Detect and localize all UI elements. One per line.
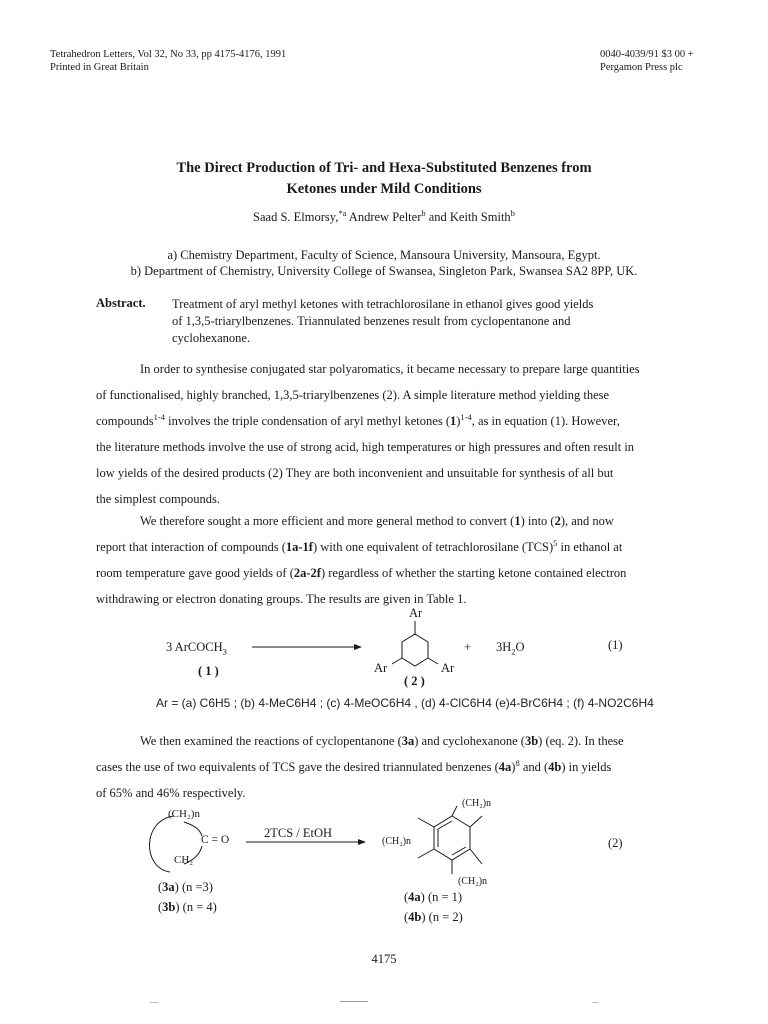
eq1-product-number: ( 2 ) (404, 674, 425, 688)
abstract-label (96, 296, 146, 311)
paper-title (0, 158, 768, 200)
eq1-reactant-formula: 3 ArCOCH (166, 640, 223, 654)
eq1-water (496, 640, 525, 655)
label-4a-rest: ) (n = 1) (420, 890, 463, 904)
abstract-line3: cyclohexanone. (172, 331, 251, 345)
benzene-ring (402, 634, 428, 666)
author-pelter: Andrew Pelter (346, 210, 422, 224)
label-4a: (4a) (n = 1) (404, 890, 463, 904)
paragraph-annulated (96, 728, 694, 806)
method-line2-c: ) with one equivalent of tetrachlorosilane (TCS) (312, 540, 554, 554)
intro-line1: In order to synthesise conjugated star polyaromatics, it became necessary to prepare large quantities (140, 362, 640, 376)
compounds-2a-2f: 2a-2f (293, 566, 321, 580)
compound-4a-ref: 4a (498, 760, 512, 774)
intro-line3-a: compounds (96, 414, 154, 428)
annulated-line2-c: ) (511, 760, 516, 774)
paper-title-line2: Ketones under Mild Conditions (286, 181, 482, 197)
eq1-water-h: 3H (496, 640, 512, 654)
publisher-info (600, 48, 694, 74)
label-3b-bold: 3b (162, 900, 176, 914)
paragraph-intro (96, 356, 694, 512)
abstract-line1: Treatment of aryl methyl ketones with tetrachlorosilane in ethanol gives good yields (172, 297, 594, 311)
method-line3-c: ) regardless of whether the starting ketone contained electron (320, 566, 627, 580)
eq1-reactant-sub: 3 (222, 646, 227, 657)
eq1-number: (1) (608, 638, 623, 652)
eq2-arrowhead (358, 839, 366, 845)
compound-3b-ref: 3b (524, 734, 539, 748)
journal-citation (50, 48, 286, 74)
eq1-water-sub: 2 (511, 646, 516, 657)
eq1-arrowhead (354, 644, 362, 650)
label-3a-bold: 3a (162, 880, 175, 894)
author-smith-mark: b (510, 207, 515, 218)
journal-citation-line1: Tetrahedron Letters, Vol 32, No 33, pp 4175-4176, 1991 (50, 49, 287, 60)
eq1-scheme (240, 604, 500, 694)
annulated-line2 (96, 754, 694, 780)
eq2-ring-top-label: (CH₂)n (168, 808, 200, 820)
intro-line3 (96, 408, 694, 434)
eq1-aryl-definitions: Ar = (a) C6H5 ; (b) 4-MeC6H4 ; (c) 4-MeOC6H4 , (d) 4-ClC6H4 (e)4-BrC6H4 ; (f) 4-NO2C6H4 (156, 696, 654, 710)
author-pelter-mark: b (421, 207, 426, 218)
page-number: 4175 (371, 952, 397, 966)
eq1-ar-top: Ar (409, 606, 423, 620)
intro-line3-b: involves the triple condensation of aryl methyl ketones ( (164, 414, 450, 428)
annulated-line1-a: We then examined the reactions of cyclopentanone ( (140, 734, 402, 748)
intro-line5: low yields of the desired products (2) They are both inconvenient and unsuitable for synthesis of all but (96, 466, 614, 480)
method-line2-d: in ethanol at (557, 540, 623, 554)
annulated-benzene-ring (434, 816, 470, 860)
scan-mark (150, 1002, 158, 1003)
eq1-ar-left: Ar (374, 661, 388, 675)
publisher-info-line1: 0040-4039/91 $3 00 + (600, 49, 694, 60)
scan-mark (592, 1002, 598, 1003)
annulated-line2-f: ) in yields (561, 760, 612, 774)
method-line3-a: room temperature gave good yields of ( (96, 566, 294, 580)
eq2-ring-bottom-label: CH₂ (174, 854, 194, 866)
intro-line4: the literature methods involve the use of strong acid, high temperatures or high pressures and often result in (96, 440, 635, 454)
label-4a-bold: 4a (408, 890, 421, 904)
annulated-line2-a: cases the use of two equivalents of TCS gave the desired triannulated benzenes ( (96, 760, 499, 774)
author-elmorsy: Saad S. Elmorsy, (253, 210, 339, 224)
eq1-water-o: O (515, 640, 525, 654)
affiliation-b: b) Department of Chemistry, University College of Swansea, Singleton Park, Swansea SA2 8PP, UK. (130, 264, 638, 278)
label-3b-rest: ) (n = 4) (175, 900, 217, 914)
eq2-carbonyl-label: C = O (201, 834, 230, 846)
label-3a-rest: ) (n =3) (174, 880, 213, 894)
paper-title-line1: The Direct Production of Tri- and Hexa-Substituted Benzenes from (176, 160, 592, 176)
label-4b-rest: ) (n = 2) (421, 910, 463, 924)
method-line4: withdrawing or electron donating groups. The results are given in Table 1. (96, 592, 467, 606)
ref-1-4-b: 1-4 (460, 411, 472, 422)
author-smith: and Keith Smith (425, 210, 511, 224)
label-3a: (3a) (n =3) (158, 880, 213, 894)
compound-1-ref: 1 (449, 414, 457, 428)
scan-mark (340, 1001, 368, 1002)
label-4b: (4b) (n = 2) (404, 910, 463, 924)
eq1-reactant-number: ( 1 ) (198, 664, 219, 678)
eq2-product-top-label: (CH₂)n (462, 798, 492, 809)
eq1-reactant (166, 640, 227, 655)
abstract-text (172, 296, 593, 347)
annulated-line3: of 65% and 46% respectively. (96, 786, 246, 800)
compounds-1a-1f: 1a-1f (285, 540, 313, 554)
abstract-line2: of 1,3,5-triarylbenzenes. Triannulated benzenes result from cyclopentanone and (172, 314, 571, 328)
eq2-product-bottom-label: (CH₂)n (458, 876, 488, 887)
intro-line3-d: , as in equation (1). However, (471, 414, 620, 428)
method-line2 (96, 534, 694, 560)
intro-line6: the simplest compounds. (96, 492, 220, 506)
label-4b-bold: 4b (408, 910, 422, 924)
intro-line2: of functionalised, highly branched, 1,3,5-triarylbenzenes (2). A simple literature method yielding these (96, 388, 610, 402)
publisher-info-line2: Pergamon Press plc (600, 62, 683, 73)
compound-3a-ref: 3a (401, 734, 415, 748)
compound-1-bold: 1 (514, 514, 521, 528)
author-list (0, 207, 768, 225)
eq1-plus: + (464, 640, 472, 654)
method-line1-a: We therefore sought a more efficient and more general method to convert ( (140, 514, 515, 528)
annulated-line1-e: ) (eq. 2). In these (538, 734, 624, 748)
journal-citation-line2: Printed in Great Britain (50, 62, 149, 73)
method-line1-c: ) into ( (520, 514, 555, 528)
eq1-ar-right: Ar (441, 661, 455, 675)
paragraph-method (96, 508, 694, 612)
eq2-product-left-label: (CH₂)n (382, 836, 412, 847)
intro-line3-c: ) (456, 414, 461, 428)
compound-2-bold: 2 (554, 514, 561, 528)
author-elmorsy-mark: *a (338, 207, 347, 218)
eq2-number: (2) (608, 836, 623, 850)
ref-5: 5 (553, 537, 558, 548)
affiliation-a: a) Chemistry Department, Faculty of Science, Mansoura University, Mansoura, Egypt. (167, 248, 601, 262)
compound-4b-ref: 4b (548, 760, 562, 774)
ref-1-4-a: 1-4 (153, 411, 165, 422)
label-3b: (3b) (n = 4) (158, 900, 217, 914)
method-line1 (96, 508, 694, 534)
annulated-line1 (96, 728, 694, 754)
method-line2-a: report that interaction of compounds ( (96, 540, 286, 554)
eq2-reagent-label: 2TCS / EtOH (264, 826, 333, 840)
annulated-line1-c: ) and cyclohexanone ( (414, 734, 525, 748)
method-line1-d: ), and now (560, 514, 614, 528)
abstract-heading: Abstract. (96, 296, 146, 310)
ref-8: 8 (515, 757, 520, 768)
cyclic-ketone-ring (149, 816, 174, 872)
method-line3 (96, 560, 694, 586)
annulated-line2-d: and ( (519, 760, 549, 774)
